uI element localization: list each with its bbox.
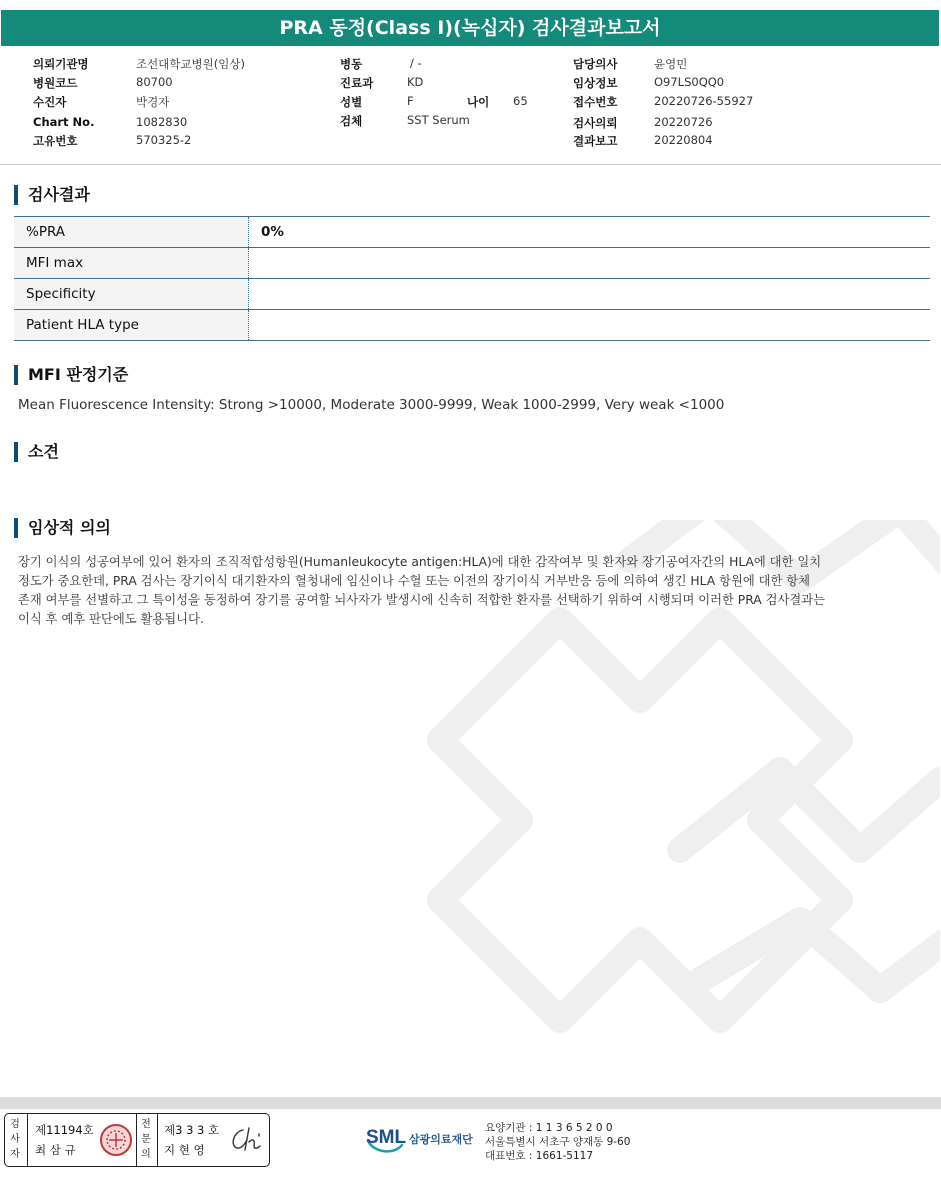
sml-logo: [364, 1119, 484, 1163]
inspector-license-no: 제11194호: [35, 1123, 94, 1137]
result-value: [249, 279, 931, 310]
sml-logo-mark: [364, 1119, 484, 1159]
info-label: 병원코드: [33, 76, 78, 90]
clinical-significance-text: [18, 553, 928, 629]
inspector-label: 검사자: [10, 1119, 20, 1160]
info-label: 수진자: [33, 95, 67, 109]
results-table: [14, 216, 930, 341]
paragraph-line: 이식 후 예후 판단에도 활용됩니다.: [18, 612, 204, 626]
info-label: 검사의뢰: [573, 116, 618, 130]
paragraph-line: 존재 여부를 선별하고 그 특이성을 동정하여 장기를 공여할 뇌사자가 발생시에 신속히 적합한 환자를 선택하기 위하여 시행되며 이러한 PRA 검사결과는: [18, 593, 825, 607]
result-label: Patient HLA type: [14, 310, 249, 341]
ward-value: / -: [410, 56, 422, 70]
signature-box: [4, 1113, 270, 1167]
red-seal-icon: [99, 1123, 133, 1157]
clinical-info-value: O97LS0QQ0: [654, 75, 725, 89]
result-label: %PRA: [14, 217, 249, 248]
info-label: 의뢰기관명: [33, 57, 89, 71]
request-date-value: 20220726: [654, 115, 713, 129]
signature-icon: [227, 1124, 265, 1156]
care-code-text: 요양기관 : 1 1 3 6 5 2 0 0: [485, 1122, 613, 1134]
doctor-value: 윤영민: [654, 57, 688, 71]
specialist-label: 전문의: [141, 1119, 151, 1160]
divider: [157, 1114, 158, 1166]
info-label: 검체: [340, 114, 363, 128]
info-label: 성별: [340, 95, 363, 109]
paragraph-line: 정도가 중요한데, PRA 검사는 장기이식 대기환자의 혈청내에 임신이나 수혈 또는 이전의 장기이식 거부반응 등에 의하여 생긴 HLA 항원에 대한 항체: [18, 574, 811, 588]
divider: [136, 1114, 137, 1166]
org-name: 삼광의료재단: [409, 1133, 473, 1146]
table-row: [14, 248, 930, 279]
info-label: Chart No.: [33, 115, 95, 129]
result-value: [249, 248, 931, 279]
result-label: Specificity: [14, 279, 249, 310]
table-row: [14, 217, 930, 248]
unique-no-value: 570325-2: [136, 133, 192, 147]
report-date-value: 20220804: [654, 133, 713, 147]
receipt-no-value: 20220726-55927: [654, 94, 754, 108]
institution-value: 조선대학교병원(임상): [136, 57, 245, 71]
info-label: 고유번호: [33, 134, 78, 148]
result-label: MFI max: [14, 248, 249, 279]
opinion-section-title: 소견: [14, 442, 59, 462]
info-label: 병동: [340, 57, 363, 71]
mfi-section-title: MFI 판정기준: [14, 365, 128, 385]
info-label: 나이: [467, 95, 490, 109]
logo-text: SML: [366, 1127, 407, 1148]
inspector-name: 최 삼 규: [35, 1143, 76, 1157]
specimen-value: SST Serum: [407, 113, 470, 127]
age-value: 65: [513, 94, 528, 108]
result-value: 0%: [249, 217, 931, 248]
chart-no-value: 1082830: [136, 115, 188, 129]
info-label: 담당의사: [573, 57, 618, 71]
info-label: 결과보고: [573, 134, 618, 148]
sex-value: F: [407, 94, 414, 108]
divider: [27, 1114, 28, 1166]
table-row: [14, 279, 930, 310]
patient-name-value: 박경자: [136, 95, 170, 109]
table-row: [14, 310, 930, 341]
mfi-criteria-text: Mean Fluorescence Intensity: Strong >10000, Moderate 3000-9999, Weak 1000-2999, Very weak <1000: [18, 397, 725, 413]
header-divider: [0, 164, 941, 165]
info-label: 진료과: [340, 76, 374, 90]
footer-divider-bar: [0, 1097, 941, 1109]
report-title: PRA 동정(Class I)(녹십자) 검사결과보고서: [1, 10, 939, 46]
hospital-code-value: 80700: [136, 75, 173, 89]
results-section-title: 검사결과: [14, 185, 90, 205]
department-value: KD: [407, 75, 424, 89]
specialist-license-no: 제3 3 3 호: [164, 1123, 220, 1137]
org-contact-info: [485, 1121, 630, 1163]
result-value: [249, 310, 931, 341]
clinical-section-title: 임상적 의의: [14, 518, 111, 538]
phone-text: 대표번호 : 1661-5117: [485, 1150, 594, 1162]
info-label: 접수번호: [573, 95, 618, 109]
info-label: 임상정보: [573, 76, 618, 90]
specialist-name: 지 현 영: [164, 1143, 205, 1157]
paragraph-line: 장기 이식의 성공여부에 있어 환자의 조직적합성항원(Humanleukocyte antigen:HLA)에 대한 감작여부 및 환자와 장기공여자간의 HLA에 대한 일치: [18, 555, 822, 569]
address-text: 서울특별시 서초구 양재동 9-60: [485, 1136, 631, 1148]
